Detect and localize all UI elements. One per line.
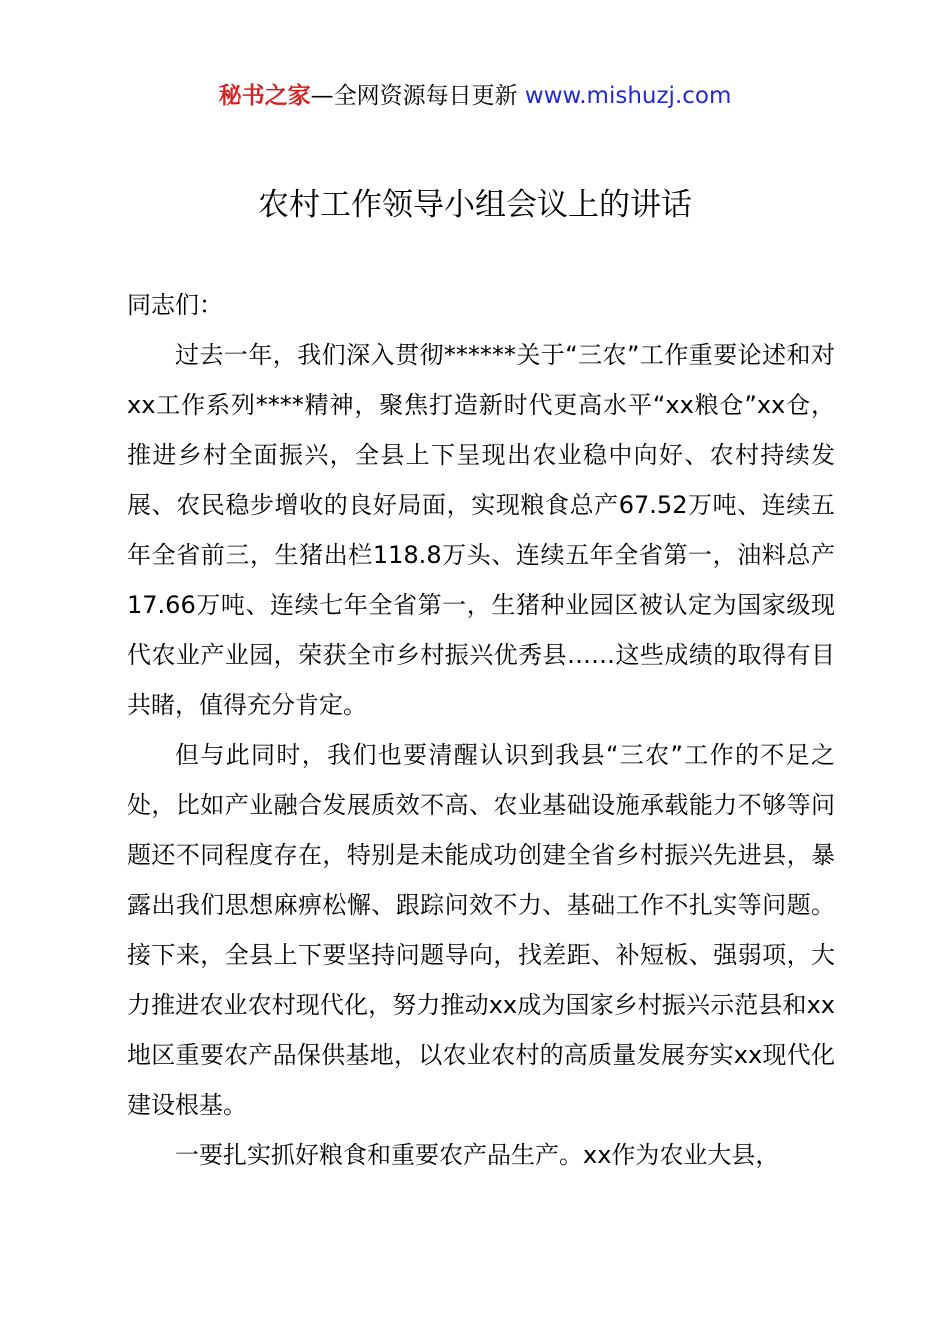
site-header — [0, 80, 950, 112]
site-url-link[interactable]: www.mishuzj.com — [524, 83, 732, 109]
document-body — [127, 280, 835, 1180]
site-tagline: —全网资源每日更新 — [310, 83, 525, 109]
body-paragraph: 一要扎实抓好粮食和重要农产品生产。xx作为农业大县， — [175, 1141, 780, 1169]
document-title: 农村工作领导小组会议上的讲话 — [258, 187, 692, 223]
body-paragraph: 过去一年，我们深入贯彻******关于“三农”工作重要论述和对xx工作系列****精神，聚焦打造新时代更高水平“xx粮仓”xx仓，推进乡村全面振兴，全县上下呈现出农业稳中向好、农村持续发展、农民稳步增收的良好局面，实现粮食总产67.52万吨、连续五年全省前三，生猪出栏118.8万头、连续五年全省第一，油料总产17.66万吨、连续七年全省第一，生猪种业园区被认定为国家级现代农业产业园，荣获全市乡村振兴优秀县……这些成绩的取得有目共睹，值得充分肯定。 — [127, 341, 835, 719]
site-brand: 秘书之家 — [218, 83, 311, 109]
body-paragraph: 但与此同时，我们也要清醒认识到我县“三农”工作的不足之处，比如产业融合发展质效不高、农业基础设施承载能力不够等问题还不同程度存在，特别是未能成功创建全省乡村振兴先进县，暴露出我们思想麻痹松懈、跟踪问效不力、基础工作不扎实等问题。接下来，全县上下要坚持问题导向，找差距、补短板、强弱项，大力推进农业农村现代化，努力推动xx成为国家乡村振兴示范县和xx地区重要农产品保供基地，以农业农村的高质量发展夯实xx现代化建设根基。 — [127, 741, 835, 1119]
salutation: 同志们： — [127, 291, 223, 319]
